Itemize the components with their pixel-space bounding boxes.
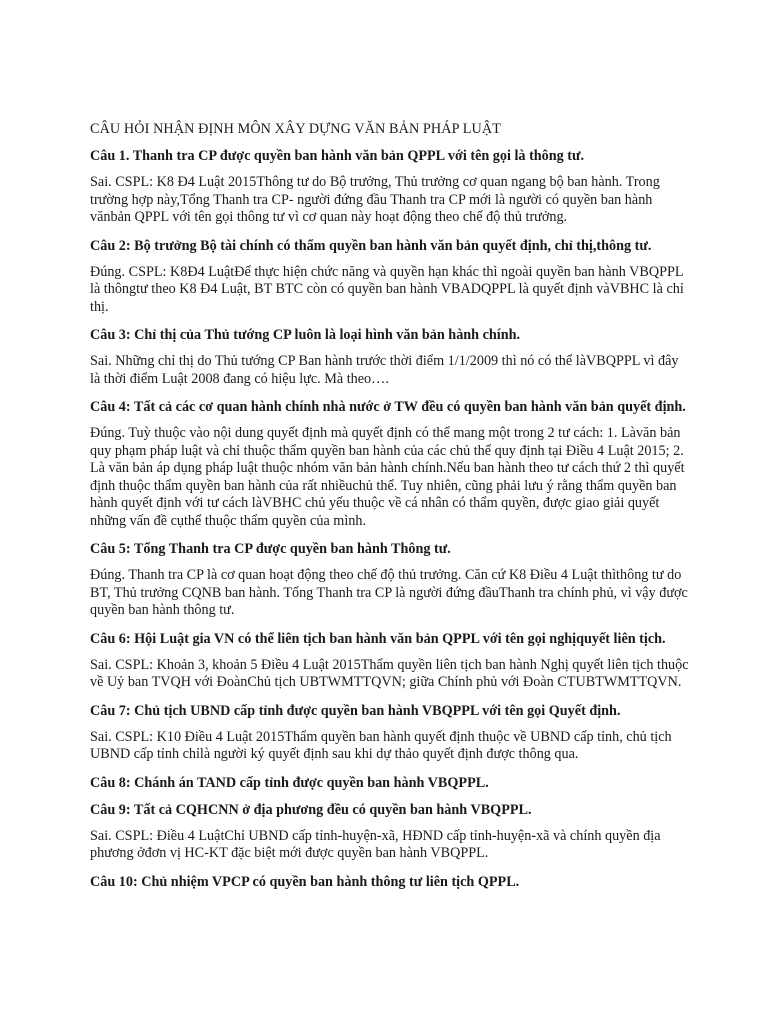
answer-9: Sai. CSPL: Điều 4 LuậtChỉ UBND cấp tỉnh-huyện-xã, HĐND cấp tỉnh-huyện-xã và chính quyền địa phương ởđơn vị HC-KT đặc biệt mới được quyền ban hành VBQPPL. [90,827,661,861]
question-6: Câu 6: Hội Luật gia VN có thể liên tịch ban hành văn bản QPPL với tên gọi nghịquyết liên tịch. [90,630,666,647]
question-2: Câu 2: Bộ trưởng Bộ tài chính có thẩm quyền ban hành văn bản quyết định, chỉ thị,thông tư. [90,237,652,254]
question-1: Câu 1. Thanh tra CP được quyền ban hành văn bản QPPL với tên gọi là thông tư. [90,148,585,164]
answer-3: Sai. Những chỉ thị do Thủ tướng CP Ban hành trước thời điểm 1/1/2009 thì nó có thể làVBQPPL vì đây là thời điểm Luật 2008 đang có hiệu lực. Mà theo…. [90,353,679,387]
question-7: Câu 7: Chủ tịch UBND cấp tỉnh được quyền ban hành VBQPPL với tên gọi Quyết định. [90,702,621,719]
answer-2: Đúng. CSPL: K8Đ4 LuậtĐể thực hiện chức năng và quyền hạn khác thì ngoài quyền ban hành VBQPPL là thôngtư theo K8 Đ4 Luật, BT BTC còn có quyền ban hành VBADQPPL là quyết định vàVBHC là chỉ thị. [90,263,684,315]
question-8: Câu 8: Chánh án TAND cấp tỉnh được quyền ban hành VBQPPL. [90,774,489,791]
question-4: Câu 4: Tất cả các cơ quan hành chính nhà nước ở TW đều có quyền ban hành văn bản quyết định. [90,399,686,415]
question-10: Câu 10: Chủ nhiệm VPCP có quyền ban hành thông tư liên tịch QPPL. [90,873,520,890]
document-title: CÂU HỎI NHẬN ĐỊNH MÔN XÂY DỰNG VĂN BẢN PHÁP LUẬT [90,121,501,137]
question-5: Câu 5: Tổng Thanh tra CP được quyền ban hành Thông tư. [90,541,451,557]
question-9: Câu 9: Tất cả CQHCNN ở địa phương đều có quyền ban hành VBQPPL. [90,801,532,818]
answer-1: Sai. CSPL: K8 Đ4 Luật 2015Thông tư do Bộ trưởng, Thủ trưởng cơ quan ngang bộ ban hành. Trong trường hợp này,Tổng Thanh tra CP- người đứng đầu Thanh tra CP mới là người có quyền ban hành vănbản QPPL với tên gọi thông tư vì cơ quan này hoạt động theo chế độ thủ trưởng. [90,174,660,225]
question-3: Câu 3: Chỉ thị của Thủ tướng CP luôn là loại hình văn bản hành chính. [90,327,521,343]
answer-6: Sai. CSPL: Khoản 3, khoản 5 Điều 4 Luật 2015Thẩm quyền liên tịch ban hành Nghị quyết liên tịch thuộc về Uỷ ban TVQH với ĐoànChủ tịch UBTWMTTQVN; giữa Chính phủ với Đoàn CTUBTWMTTQVN. [90,656,689,690]
answer-4: Đúng. Tuỳ thuộc vào nội dung quyết định mà quyết định có thể mang một trong 2 tư cách: 1. Làvăn bản quy phạm pháp luật và chỉ thuộc thẩm quyền ban hành của các chủ thể quy định tại Điều 4 Luật 2015; 2. Là văn bản áp dụng pháp luật thuộc nhóm văn bản hành chính.Nếu ban hành theo tư cách thứ 2 thì quyết định thuộc thẩm quyền ban hành của rất nhiềuchủ thể. Tuy nhiên, cũng phải lưu ý rằng thẩm quyền ban hành quyết định với tư cách làVBHC chủ yếu thuộc về cá nhân có thẩm quyền, được giao giải quyết những vấn đề cụthể thuộc thẩm quyền của mình. [90,425,685,529]
document-page [90,119,690,900]
answer-5: Đúng. Thanh tra CP là cơ quan hoạt động theo chế độ thủ trưởng. Căn cứ K8 Điều 4 Luật thìthông tư do BT, Thủ trưởng CQNB ban hành. Tổng Thanh tra CP là người đứng đầuThanh tra chính phủ, vì vậy được quyền ban hành thông tư. [90,567,688,618]
answer-7: Sai. CSPL: K10 Điều 4 Luật 2015Thẩm quyền ban hành quyết định thuộc về UBND cấp tỉnh, chủ tịch UBND cấp tỉnh chỉlà người ký quyết định sau khi dự thảo quyết định được thông qua. [90,728,672,762]
